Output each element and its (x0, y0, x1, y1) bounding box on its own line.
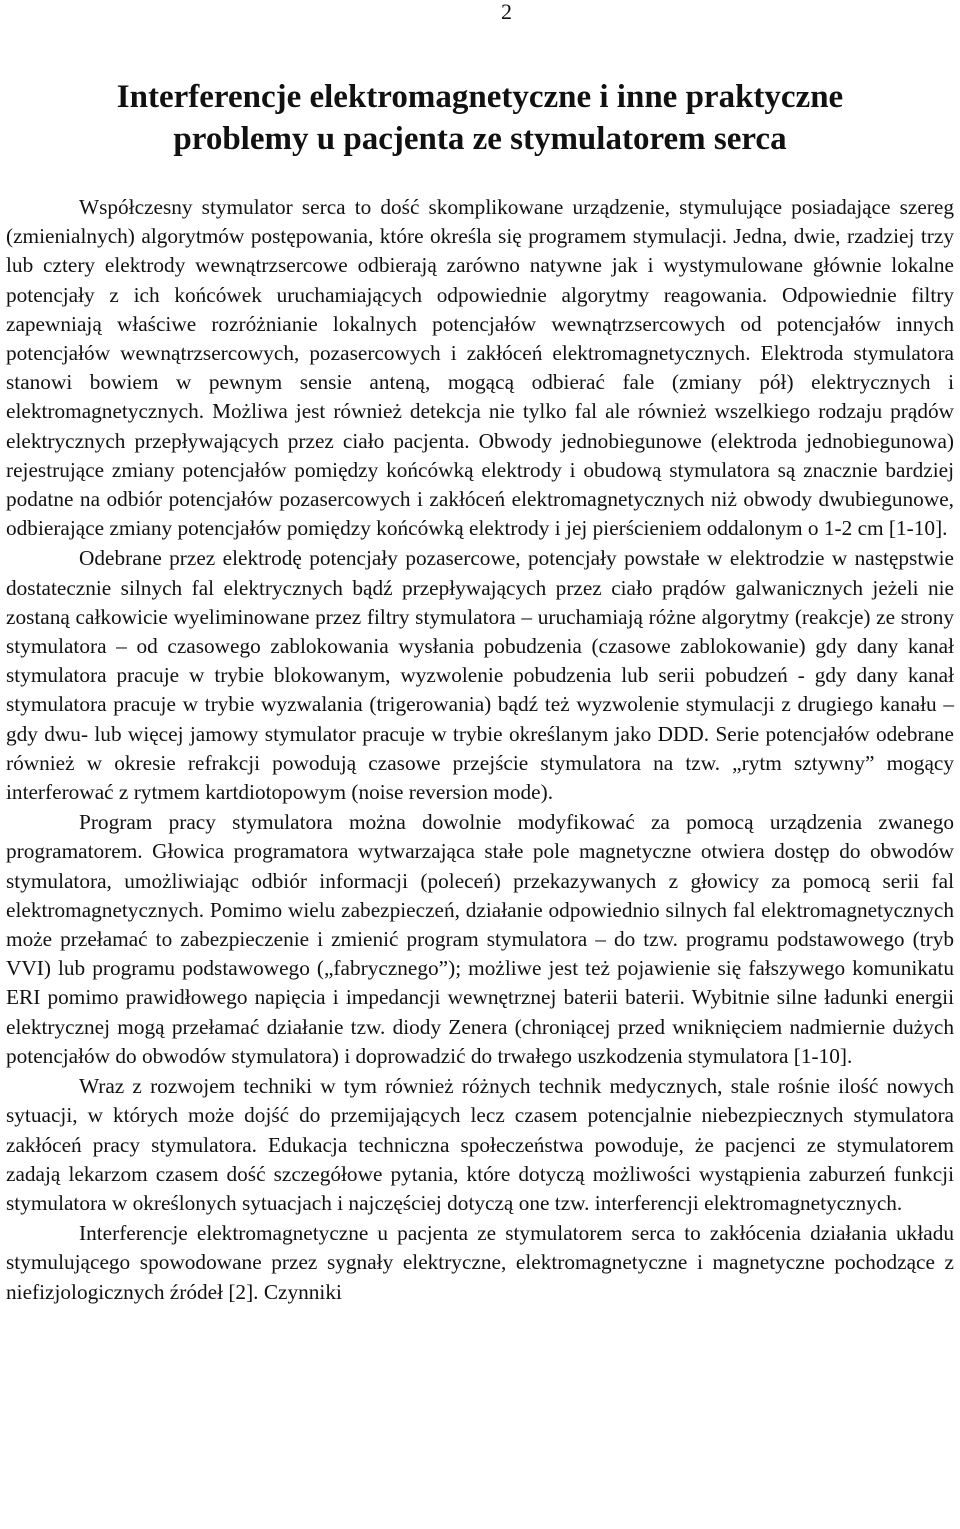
title-line-2: problemy u pacjenta ze stymulatorem serca (173, 121, 787, 157)
paragraph: Wraz z rozwojem techniki w tym również różnych technik medycznych, stale rośnie ilość nowych sytuacji, w których może dojść do przemijających lecz czasem potencjalnie niebezpiecznych stymulatora zakłóceń pracy stymulatora. Edukacja techniczna społeczeństwa powoduje, że pacjenci ze stymulatorem zadają lekarzom czasem dość szczegółowe pytania, które dotyczą możliwości wystąpienia zaburzeń funkcji stymulatora w określonych sytuacjach i najczęściej dotyczą one tzw. interferencji elektromagnetycznych. (6, 1074, 954, 1215)
paragraph: Odebrane przez elektrodę potencjały pozasercowe, potencjały powstałe w elektrodzie w następstwie dostatecznie silnych fal elektrycznych bądź przepływających przez ciało prądów galwanicznych jeżeli nie zostaną całkowicie wyeliminowane przez filtry stymulatora – uruchamiają różne algorytmy (reakcje) ze strony stymulatora – od czasowego zablokowania wysłania pobudzenia (czasowe zablokowanie) gdy dany kanał stymulatora pracuje w trybie blokowanym, wyzwolenie pobudzenia lub serii pobudzeń - gdy dany kanał stymulatora pracuje w trybie wyzwalania (trigerowania) bądź też wyzwolenie stymulacji z drugiego kanału – gdy dwu- lub więcej jamowy stymulator pracuje w trybie określanym jako DDD. Serie potencjałów odebrane również w okresie refrakcji powodują czasowe przejście stymulatora na tzw. „rytm sztywny” mogący interferować z rytmem kartdiotopowym (noise reversion mode). (6, 546, 954, 805)
paragraph: Program pracy stymulatora można dowolnie modyfikować za pomocą urządzenia zwanego programatorem. Głowica programatora wytwarzająca stałe pole magnetyczne otwiera dostęp do obwodów stymulatora, umożliwiając odbiór informacji (poleceń) przekazywanych z głowicy za pomocą serii fal elektromagnetycznych. Pomimo wielu zabezpieczeń, działanie odpowiednio silnych fal elektromagnetycznych może przełamać to zabezpieczenie i zmienić program stymulatora – do tzw. programu podstawowego (tryb VVI) lub programu podstawowego („fabrycznego”); możliwe jest też pojawienie się fałszywego komunikatu ERI pomimo prawidłowego napięcia i impedancji wewnętrznej baterii baterii. Wybitnie silne ładunki energii elektrycznej mogą przełamać działanie tzw. diody Zenera (chroniącej przed wniknięciem nadmiernie dużych potencjałów do obwodów stymulatora) i doprowadzić do trwałego uszkodzenia stymulatora [1-10]. (6, 810, 954, 1068)
page-title (0, 76, 960, 160)
paragraph: Interferencje elektromagnetyczne u pacjenta ze stymulatorem serca to zakłócenia działania układu stymulującego spowodowane przez sygnały elektryczne, elektromagnetyczne i magnetyczne pochodzące z niefizjologicznych źródeł [2]. Czynniki (6, 1221, 954, 1304)
title-line-1: Interferencje elektromagnetyczne i inne praktyczne (116, 79, 844, 115)
article-body (6, 193, 954, 1307)
page-number: 2 (501, 0, 512, 24)
paragraph: Współczesny stymulator serca to dość skomplikowane urządzenie, stymulujące posiadające szereg (zmienialnych) algorytmów postępowania, które określa się programem stymulacji. Jedna, dwie, rzadziej trzy lub cztery elektrody wewnątrzsercowe odbierają zarówno natywne jak i wystymulowane głównie lokalne potencjały z ich końcówek uruchamiających odpowiednie algorytmy reagowania. Odpowiednie filtry zapewniają właściwe rozróżnianie lokalnych potencjałów wewnątrzsercowych od potencjałów innych potencjałów wewnątrzsercowych, pozasercowych i zakłóceń elektromagnetycznych. Elektroda stymulatora stanowi bowiem w pewnym sensie anteną, mogącą odbierać fale (zmiany pół) elektrycznych i elektromagnetycznych. Możliwa jest również detekcja nie tylko fal ale również wszelkiego rodzaju prądów elektrycznych przepływających przez ciało pacjenta. Obwody jednobiegunowe (elektroda jednobiegunowa) rejestrujące zmiany potencjałów pomiędzy końcówką elektrody i obudową stymulatora są znacznie bardziej podatne na odbiór potencjałów pozasercowych i zakłóceń elektromagnetycznych niż obwody dwubiegunowe, odbierające zmiany potencjałów pomiędzy końcówką elektrody i jej pierścieniem oddalonym o 1-2 cm [1-10]. (6, 195, 954, 541)
